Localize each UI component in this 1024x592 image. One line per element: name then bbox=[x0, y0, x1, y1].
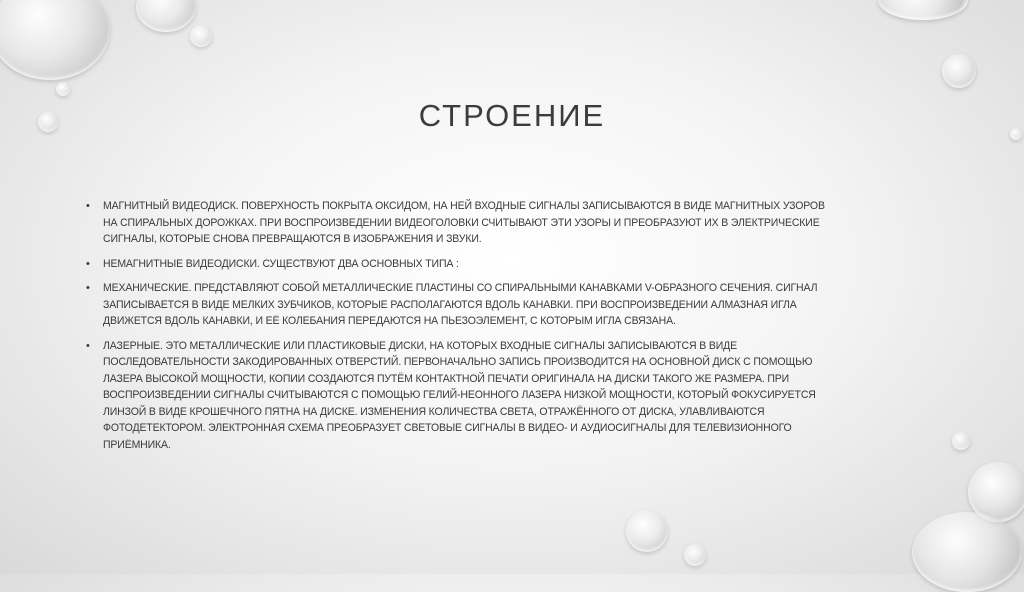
water-drop-decoration bbox=[878, 0, 968, 20]
text-line: ПОСЛЕДОВАТЕЛЬНОСТИ ЗАКОДИРОВАННЫХ ОТВЕРСТИЙ. ПЕРВОНАЧАЛЬНО ЗАПИСЬ ПРОИЗВОДИТСЯ НА ОСНОВНОЙ ДИСК С ПОМОЩЬЮ bbox=[103, 356, 813, 368]
water-drop-decoration bbox=[684, 544, 706, 566]
bullet-mechanical bbox=[86, 280, 966, 330]
text-line: ПРИЁМНИКА. bbox=[103, 438, 171, 451]
water-drop-decoration bbox=[912, 512, 1022, 592]
text-line: ЗАПИСЫВАЕТСЯ В ВИДЕ МЕЛКИХ ЗУБЧИКОВ, КОТОРЫЕ РАСПОЛАГАЮТСЯ ВДОЛЬ КАНАВКИ. ПРИ ВОСПРОИЗВЕДЕНИИ АЛМАЗНАЯ ИГЛА bbox=[103, 298, 797, 311]
text-line: ДВИЖЕТСЯ ВДОЛЬ КАНАВКИ, И ЕЁ КОЛЕБАНИЯ ПЕРЕДАЮТСЯ НА ПЬЕЗОЭЛЕМЕНТ, С КОТОРЫМ ИГЛА СВЯЗАНА. bbox=[103, 315, 676, 327]
slide-title: СТРОЕНИЕ bbox=[418, 98, 606, 133]
water-drop-decoration bbox=[56, 82, 70, 96]
water-drop-decoration bbox=[942, 54, 976, 88]
text-line: СИГНАЛЫ, КОТОРЫЕ СНОВА ПРЕВРАЩАЮТСЯ В ИЗОБРАЖЕНИЯ И ЗВУКИ. bbox=[103, 233, 482, 245]
text-line: НА СПИРАЛЬНЫХ ДОРОЖКАХ. ПРИ ВОСПРОИЗВЕДЕНИИ ВИДЕОГОЛОВКИ СЧИТЫВАЮТ ЭТИ УЗОРЫ И ПРЕОБРАЗУЮТ ИХ В ЭЛЕКТРИЧЕСКИЕ bbox=[103, 216, 820, 229]
water-drop-decoration bbox=[136, 0, 196, 32]
text-line: ФОТОДЕТЕКТОРОМ. ЭЛЕКТРОННАЯ СХЕМА ПРЕОБРАЗУЕТ СВЕТОВЫЕ СИГНАЛЫ В ВИДЕО- И АУДИОСИГНАЛЫ ДЛЯ ТЕЛЕВИЗИОННОГО bbox=[103, 422, 792, 434]
water-drop-decoration bbox=[626, 510, 668, 552]
water-drop-decoration bbox=[190, 25, 212, 47]
text-line: ЛАЗЕРА ВЫСОКОЙ МОЩНОСТИ, КОПИИ СОЗДАЮТСЯ ПУТЁМ КОНТАКТНОЙ ПЕЧАТИ ОРИГИНАЛА НА ДИСКИ ТАКОГО ЖЕ РАЗМЕРА. ПРИ bbox=[103, 372, 790, 385]
text-line: • МАГНИТНЫЙ ВИДЕОДИСК. ПОВЕРХНОСТЬ ПОКРЫТА ОКСИДОМ, НА НЕЙ ВХОДНЫЕ СИГНАЛЫ ЗАПИСЫВАЮТСЯ В ВИДЕ МАГНИТНЫХ УЗОРОВ bbox=[103, 200, 825, 212]
water-drop-decoration bbox=[0, 0, 110, 80]
text-line: • ЛАЗЕРНЫЕ. ЭТО МЕТАЛЛИЧЕСКИЕ ИЛИ ПЛАСТИКОВЫЕ ДИСКИ, НА КОТОРЫХ ВХОДНЫЕ СИГНАЛЫ ЗАПИСЫВАЮТСЯ В ВИДЕ bbox=[103, 339, 737, 352]
text-line: ВОСПРОИЗВЕДЕНИИ СИГНАЛЫ СЧИТЫВАЮТСЯ С ПОМОЩЬЮ ГЕЛИЙ-НЕОННОГО ЛАЗЕРА НИЗКОЙ МОЩНОСТИ, КОТОРЫЙ ФОКУСИРУЕТСЯ bbox=[103, 389, 816, 401]
bullet-laser bbox=[86, 338, 966, 454]
text-line: ЛИНЗОЙ В ВИДЕ КРОШЕЧНОГО ПЯТНА НА ДИСКЕ. ИЗМЕНЕНИЯ КОЛИЧЕСТВА СВЕТА, ОТРАЖЁННОГО ОТ ДИСКА, УЛАВЛИВАЮТСЯ bbox=[103, 405, 765, 418]
text-line: • МЕХАНИЧЕСКИЕ. ПРЕДСТАВЛЯЮТ СОБОЙ МЕТАЛЛИЧЕСКИЕ ПЛАСТИНЫ СО СПИРАЛЬНЫМИ КАНАВКАМИ V-ОБРАЗНОГО СЕЧЕНИЯ. СИГНАЛ bbox=[103, 282, 818, 294]
bullet-magnetic-videodisc bbox=[86, 198, 966, 248]
bullet-list bbox=[86, 198, 966, 461]
bullet-nonmagnetic-videodiscs bbox=[86, 256, 966, 273]
text-line: • НЕМАГНИТНЫЕ ВИДЕОДИСКИ. СУЩЕСТВУЮТ ДВА ОСНОВНЫХ ТИПА : bbox=[103, 257, 459, 270]
